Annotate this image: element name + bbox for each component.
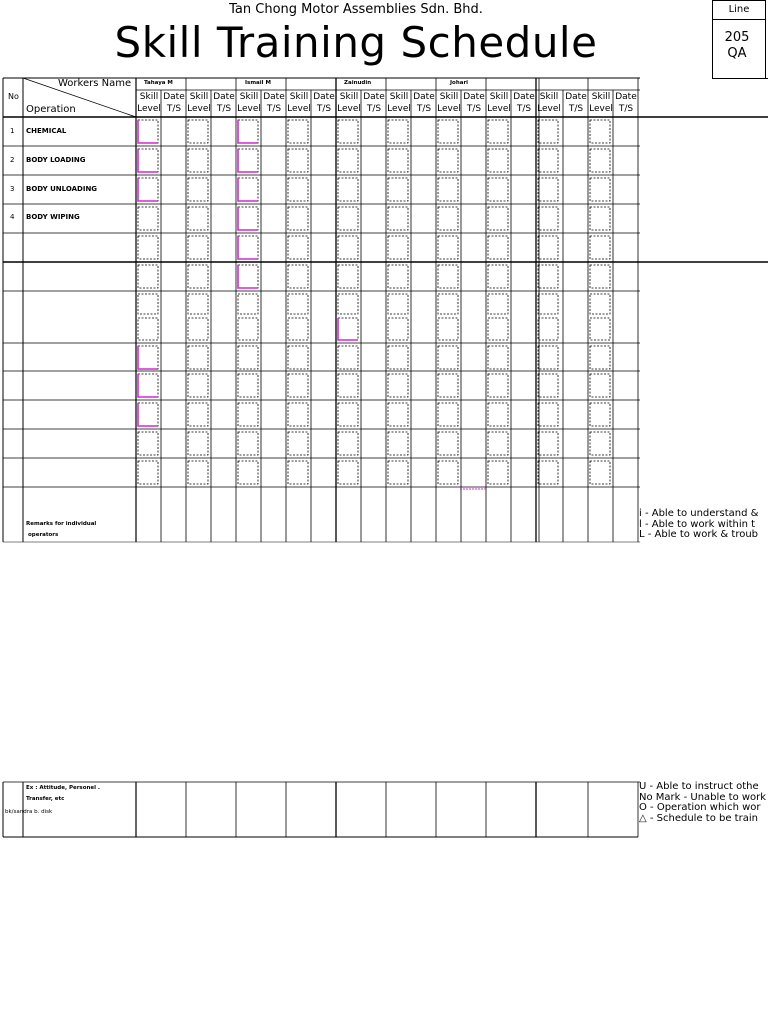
skill-box [538, 461, 558, 484]
skill-box [288, 236, 308, 259]
skill-box [288, 120, 308, 143]
skill-box [438, 120, 458, 143]
no-header: No [8, 92, 19, 101]
date-ts-header: Date T/S [463, 92, 485, 114]
skill-mark [338, 318, 358, 340]
skill-mark [138, 120, 158, 143]
skill-box [288, 374, 308, 397]
skill-box [138, 294, 158, 314]
skill-box [538, 207, 558, 230]
skill-box [188, 178, 208, 201]
skill-box [138, 403, 158, 426]
skill-box [238, 120, 258, 143]
legend-item: No Mark - Unable to work [639, 791, 767, 803]
legend-item: L - Able to work & troub [639, 529, 759, 540]
skill-box [288, 178, 308, 201]
skill-box [288, 265, 308, 288]
date-ts-header: Date T/S [513, 92, 535, 114]
skill-box [438, 461, 458, 484]
skill-box [488, 120, 508, 143]
skill-box [238, 403, 258, 426]
skill-box [590, 461, 610, 484]
skill-mark [238, 207, 258, 230]
skill-box [138, 207, 158, 230]
skill-mark [238, 265, 258, 288]
remarks-label: Remarks for individual [26, 521, 97, 527]
workers-header: Workers Name [58, 78, 132, 89]
skill-box [338, 461, 358, 484]
skill-level-header: Skill Level [487, 92, 511, 114]
skill-box [590, 236, 610, 259]
skill-box [438, 403, 458, 426]
skill-mark [238, 236, 258, 259]
skill-box [138, 374, 158, 397]
skill-box [288, 149, 308, 172]
skill-box [438, 207, 458, 230]
skill-box [188, 318, 208, 340]
skill-box [288, 346, 308, 369]
skill-box [488, 236, 508, 259]
company-name: Tan Chong Motor Assemblies Sdn. Bhd. [229, 2, 483, 17]
skill-box [388, 120, 408, 143]
skill-box [538, 294, 558, 314]
skill-box [438, 236, 458, 259]
skill-box [388, 461, 408, 484]
skill-mark [238, 149, 258, 172]
operation-name: BODY LOADING [26, 156, 86, 164]
skill-mark [138, 374, 158, 397]
line-section: QA [727, 46, 747, 61]
skill-box [590, 432, 610, 455]
skill-box [338, 120, 358, 143]
skill-box [590, 149, 610, 172]
skill-box [288, 294, 308, 314]
skill-box [138, 120, 158, 143]
skill-box [238, 461, 258, 484]
skill-box [488, 265, 508, 288]
skill-box [188, 294, 208, 314]
row-number: 4 [10, 213, 15, 221]
skill-mark [138, 346, 158, 369]
legend-item: O - Operation which wor [639, 802, 761, 813]
skill-box [188, 149, 208, 172]
remarks-label-2: operators [28, 532, 59, 538]
row-number: 3 [10, 185, 15, 193]
skill-box [438, 432, 458, 455]
skill-box [590, 207, 610, 230]
date-ts-header: Date T/S [363, 92, 385, 114]
date-ts-header: Date T/S [313, 92, 335, 114]
skill-box [538, 265, 558, 288]
skill-box [590, 346, 610, 369]
skill-level-header: Skill Level [537, 92, 561, 114]
skill-box [188, 236, 208, 259]
skill-box [238, 346, 258, 369]
worker-name: Zainudin [344, 80, 372, 86]
skill-box [590, 374, 610, 397]
skill-mark [238, 120, 258, 143]
skill-box [438, 149, 458, 172]
skill-box [590, 178, 610, 201]
skill-box [288, 461, 308, 484]
skill-box [188, 403, 208, 426]
skill-box [188, 265, 208, 288]
operation-name: CHEMICAL [26, 127, 67, 135]
skill-level-header: Skill Level [337, 92, 361, 114]
skill-box [388, 374, 408, 397]
skill-box [388, 178, 408, 201]
date-ts-header: Date T/S [213, 92, 235, 114]
skill-box [488, 318, 508, 340]
skill-box [238, 149, 258, 172]
skill-box [538, 318, 558, 340]
skill-box [538, 346, 558, 369]
skill-box [538, 374, 558, 397]
row-number: 1 [10, 127, 15, 135]
skill-box [338, 207, 358, 230]
skill-box [288, 403, 308, 426]
skill-box [388, 265, 408, 288]
skill-box [488, 207, 508, 230]
skill-box [538, 120, 558, 143]
worker-name: Johari [450, 80, 469, 86]
remarks-example: Ex : Attitude, Personel . [26, 785, 101, 791]
skill-box [388, 318, 408, 340]
skill-level-header: Skill Level [187, 92, 211, 114]
skill-box [388, 346, 408, 369]
skill-box [288, 207, 308, 230]
skill-level-header: Skill Level [589, 92, 613, 114]
skill-box [388, 236, 408, 259]
skill-level-header: Skill Level [437, 92, 461, 114]
skill-box [338, 265, 358, 288]
date-ts-header: Date T/S [263, 92, 285, 114]
skill-box [338, 374, 358, 397]
legend-item: i - Able to understand & [639, 508, 759, 519]
skill-box [188, 461, 208, 484]
skill-box [188, 432, 208, 455]
skill-box [138, 265, 158, 288]
skill-box [238, 207, 258, 230]
skill-box [388, 294, 408, 314]
skill-box [538, 149, 558, 172]
operation-name: BODY WIPING [26, 213, 80, 221]
skill-box [488, 403, 508, 426]
skill-box [338, 236, 358, 259]
skill-box [538, 178, 558, 201]
skill-box [138, 346, 158, 369]
skill-box [388, 403, 408, 426]
legend-item: l - Able to work within t [639, 518, 756, 530]
skill-box [138, 178, 158, 201]
skill-box [338, 346, 358, 369]
worker-name: Tahaya M [144, 80, 173, 86]
skill-box [238, 236, 258, 259]
skill-box [238, 178, 258, 201]
skill-box [338, 149, 358, 172]
skill-box [138, 149, 158, 172]
skill-box [288, 432, 308, 455]
skill-box [188, 346, 208, 369]
skill-box [188, 374, 208, 397]
skill-box [590, 294, 610, 314]
worker-name: Ismail M [245, 80, 271, 86]
skill-box [590, 120, 610, 143]
skill-box [238, 432, 258, 455]
date-ts-header: Date T/S [615, 92, 637, 114]
skill-box [138, 236, 158, 259]
skill-level-header: Skill Level [237, 92, 261, 114]
skill-box [488, 432, 508, 455]
skill-box [388, 432, 408, 455]
skill-box [338, 318, 358, 340]
skill-box [438, 318, 458, 340]
skill-box [288, 318, 308, 340]
skill-box [438, 346, 458, 369]
skill-box [188, 120, 208, 143]
skill-box [488, 294, 508, 314]
skill-box [338, 403, 358, 426]
skill-box [138, 318, 158, 340]
skill-box [488, 346, 508, 369]
skill-box [538, 236, 558, 259]
date-ts-header: Date T/S [163, 92, 185, 114]
date-ts-header: Date T/S [565, 92, 587, 114]
skill-box [590, 403, 610, 426]
skill-mark [138, 178, 158, 201]
skill-level-header: Skill Level [387, 92, 411, 114]
skill-mark [138, 149, 158, 172]
legend-item: U - Able to instruct othe [639, 781, 759, 792]
skill-box [438, 374, 458, 397]
skill-box [338, 294, 358, 314]
skill-box [438, 265, 458, 288]
page-title: Skill Training Schedule [114, 18, 598, 67]
skill-box [590, 265, 610, 288]
skill-box [488, 461, 508, 484]
skill-box [438, 178, 458, 201]
skill-box [438, 294, 458, 314]
skill-box [590, 318, 610, 340]
skill-mark [238, 178, 258, 201]
skill-box [488, 178, 508, 201]
skill-box [238, 265, 258, 288]
skill-box [188, 207, 208, 230]
skill-level-header: Skill Level [137, 92, 161, 114]
legend-top [639, 509, 758, 541]
skill-box [488, 149, 508, 172]
skill-box [238, 374, 258, 397]
skill-box [388, 149, 408, 172]
skill-box [488, 374, 508, 397]
skill-box [538, 403, 558, 426]
line-label: Line [713, 0, 766, 20]
line-number: 205 [724, 30, 750, 45]
legend-item: △ - Schedule to be train [639, 812, 758, 824]
skill-level-header: Skill Level [287, 92, 311, 114]
skill-mark [138, 403, 158, 426]
skill-box [138, 432, 158, 455]
skill-box [138, 461, 158, 484]
row-number: 2 [10, 156, 15, 164]
skill-box [238, 318, 258, 340]
skill-box [388, 207, 408, 230]
skill-box [238, 294, 258, 314]
remarks-example-2: Transfer, etc [26, 796, 65, 802]
operation-header: Operation [26, 104, 76, 115]
operation-name: BODY UNLOADING [26, 185, 98, 193]
footer-note: bk/sandra b. disk [5, 809, 53, 815]
skill-box [338, 178, 358, 201]
skill-box [538, 432, 558, 455]
skill-box [338, 432, 358, 455]
date-ts-header: Date T/S [413, 92, 435, 114]
legend-bottom [639, 782, 766, 824]
